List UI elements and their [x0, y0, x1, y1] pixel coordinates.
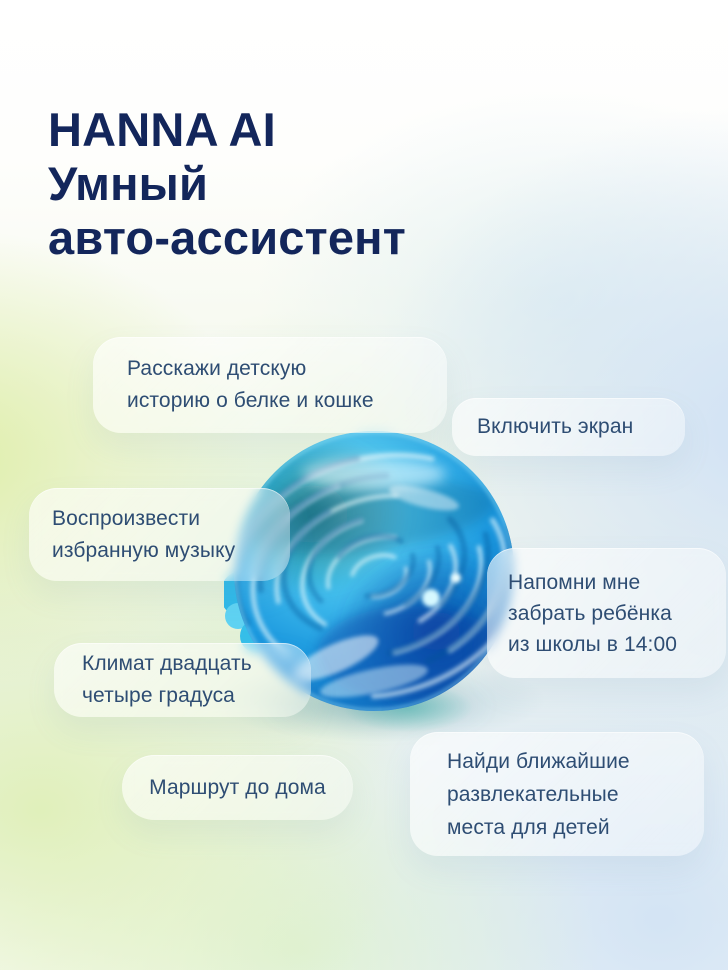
bubble-line: из школы в 14:00: [508, 632, 678, 656]
bubble-line: Напомни мне: [508, 570, 641, 594]
bubble-line: избранную музыку: [52, 538, 236, 562]
title-line-sub1: Умный: [48, 157, 209, 211]
bubble-line: Воспроизвести: [52, 506, 201, 530]
voice-command-reminder: [487, 548, 726, 678]
bubble-line: развлекательные: [447, 782, 619, 806]
bubble-line: четыре градуса: [82, 684, 235, 707]
bubble-line: Климат двадцать: [82, 652, 252, 675]
bubble-line: забрать ребёнка: [508, 601, 672, 625]
bubble-line: места для детей: [447, 815, 610, 839]
bubble-line: Включить экран: [477, 415, 634, 438]
page-title: [48, 103, 406, 265]
voice-command-story: [93, 337, 447, 433]
bubble-line: Расскажи детскую: [127, 357, 307, 380]
bubble-line: Маршрут до дома: [149, 775, 326, 799]
voice-command-screen: [452, 398, 685, 456]
voice-command-places: [410, 732, 704, 856]
voice-command-climate: [54, 643, 311, 717]
voice-command-music: [29, 488, 290, 581]
title-line-brand: HANNA AI: [48, 103, 276, 157]
bubble-line: историю о белке и кошке: [127, 389, 374, 412]
voice-command-route: [122, 755, 353, 820]
bubble-line: Найди ближайшие: [447, 749, 630, 773]
title-line-sub2: авто-ассистент: [48, 211, 406, 265]
